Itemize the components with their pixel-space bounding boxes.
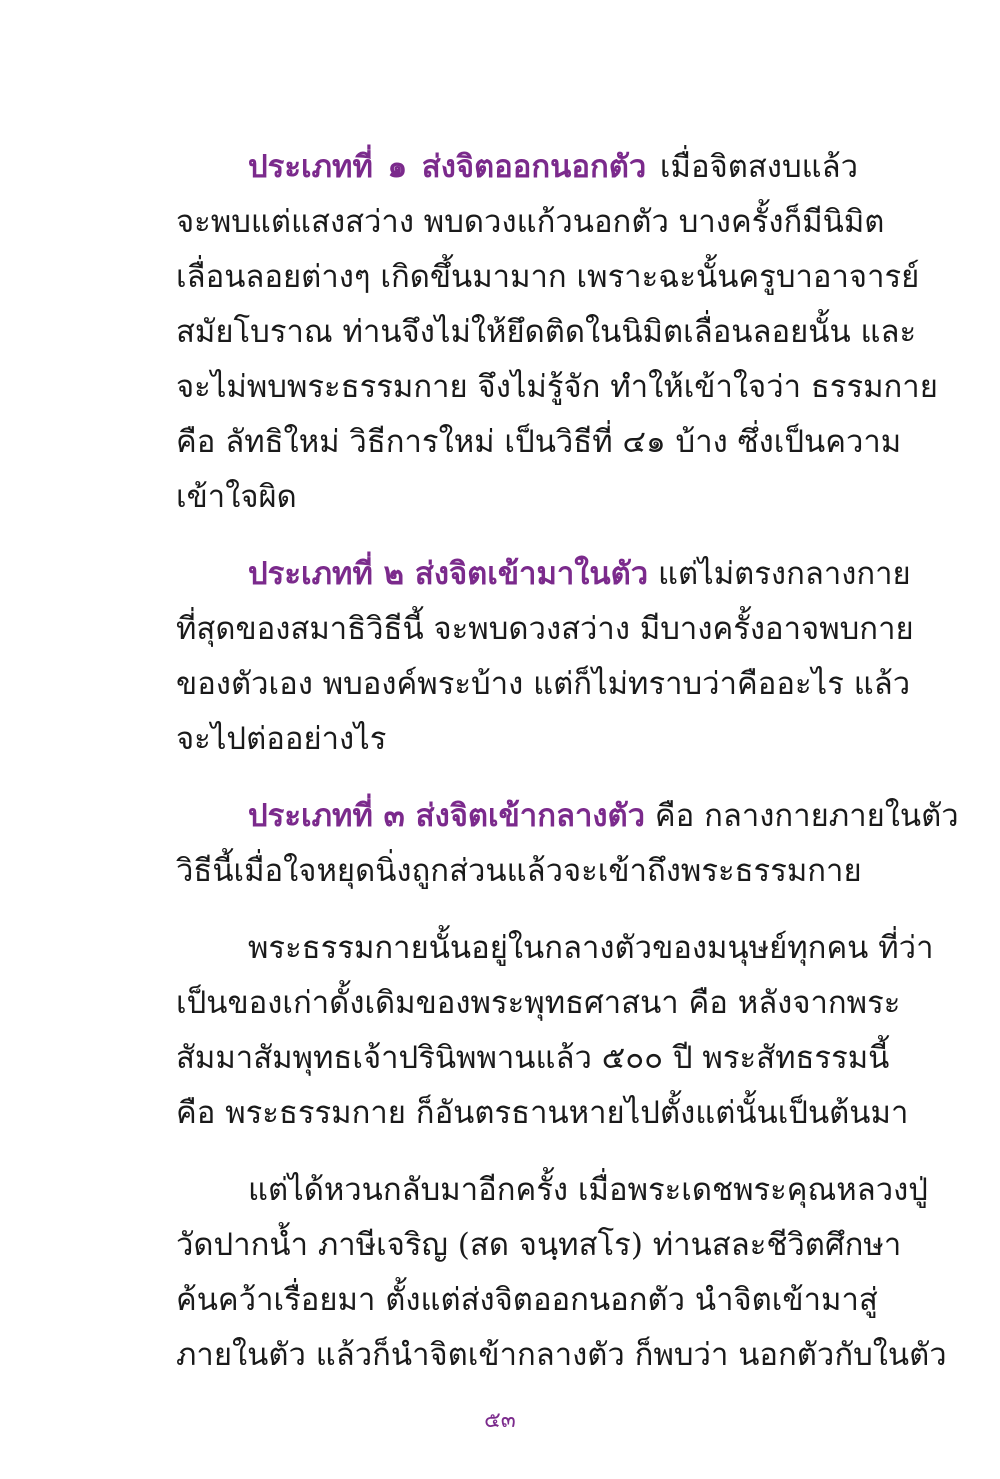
section-heading: ประเภทที่ ๑ ส่งจิตออกนอกตัว — [248, 149, 647, 185]
text-line: ประเภทที่ ๒ ส่งจิตเข้ามาในตัว แต่ไม่ตรงกลางกาย — [248, 556, 911, 592]
text-line: เข้าใจผิด — [176, 479, 297, 515]
text-line: วิธีนี้เมื่อใจหยุดนิ่งถูกส่วนแล้วจะเข้าถึงพระธรรมกาย — [176, 853, 862, 889]
text-line: จะไม่พบพระธรรมกาย จึงไม่รู้จัก ทำให้เข้าใจว่า ธรรมกาย — [176, 369, 938, 405]
page-number: ๕๓ — [484, 1408, 516, 1433]
text-line: ของตัวเอง พบองค์พระบ้าง แต่ก็ไม่ทราบว่าคืออะไร แล้ว — [176, 666, 911, 702]
text-line: วัดปากน้ำ ภาษีเจริญ (สด จนฺทสโร) ท่านสละชีวิตศึกษา — [176, 1227, 902, 1263]
body-text — [176, 140, 959, 1405]
paragraph-5 — [176, 1163, 947, 1383]
text-line: ประเภทที่ ๑ ส่งจิตออกนอกตัว เมื่อจิตสงบแล้ว — [248, 149, 859, 185]
section-heading: ประเภทที่ ๓ ส่งจิตเข้ากลางตัว — [248, 798, 646, 834]
text-line: คือ ลัทธิใหม่ วิธีการใหม่ เป็นวิธีที่ ๔๑ บ้าง ซึ่งเป็นความ — [176, 424, 902, 460]
text-line: สมัยโบราณ ท่านจึงไม่ให้ยึดติดในนิมิตเลื่อนลอยนั้น และ — [176, 314, 917, 350]
text-line: คือ พระธรรมกาย ก็อันตรธานหายไปตั้งแต่นั้นเป็นต้นมา — [176, 1095, 909, 1131]
paragraph-1 — [176, 140, 938, 525]
paragraph-2 — [176, 547, 914, 767]
section-heading: ประเภทที่ ๒ ส่งจิตเข้ามาในตัว — [248, 556, 649, 592]
text-line: แต่ได้หวนกลับมาอีกครั้ง เมื่อพระเดชพระคุณหลวงปู่ — [248, 1172, 928, 1208]
text-line: ที่สุดของสมาธิวิธีนี้ จะพบดวงสว่าง มีบางครั้งอาจพบกาย — [176, 611, 914, 647]
text-line: เป็นของเก่าดั้งเดิมของพระพุทธศาสนา คือ หลังจากพระ — [176, 985, 901, 1021]
text-line: ภายในตัว แล้วก็นำจิตเข้ากลางตัว ก็พบว่า นอกตัวกับในตัว — [176, 1337, 947, 1373]
text-line: จะพบแต่แสงสว่าง พบดวงแก้วนอกตัว บางครั้งก็มีนิมิต — [176, 204, 885, 240]
text-line: สัมมาสัมพุทธเจ้าปรินิพพานแล้ว ๕๐๐ ปี พระสัทธรรมนี้ — [176, 1040, 890, 1076]
text-line: จะไปต่ออย่างไร — [176, 721, 387, 757]
text-line: เลื่อนลอยต่างๆ เกิดขึ้นมามาก เพราะฉะนั้นครูบาอาจารย์ — [176, 259, 920, 295]
text-line: พระธรรมกายนั้นอยู่ในกลางตัวของมนุษย์ทุกคน ที่ว่า — [248, 930, 934, 966]
text-line: ประเภทที่ ๓ ส่งจิตเข้ากลางตัว คือ กลางกายภายในตัว — [248, 798, 959, 834]
paragraph-4 — [176, 921, 934, 1141]
text-line: ค้นคว้าเรื่อยมา ตั้งแต่ส่งจิตออกนอกตัว นำจิตเข้ามาสู่ — [176, 1282, 878, 1318]
paragraph-3 — [176, 789, 959, 899]
